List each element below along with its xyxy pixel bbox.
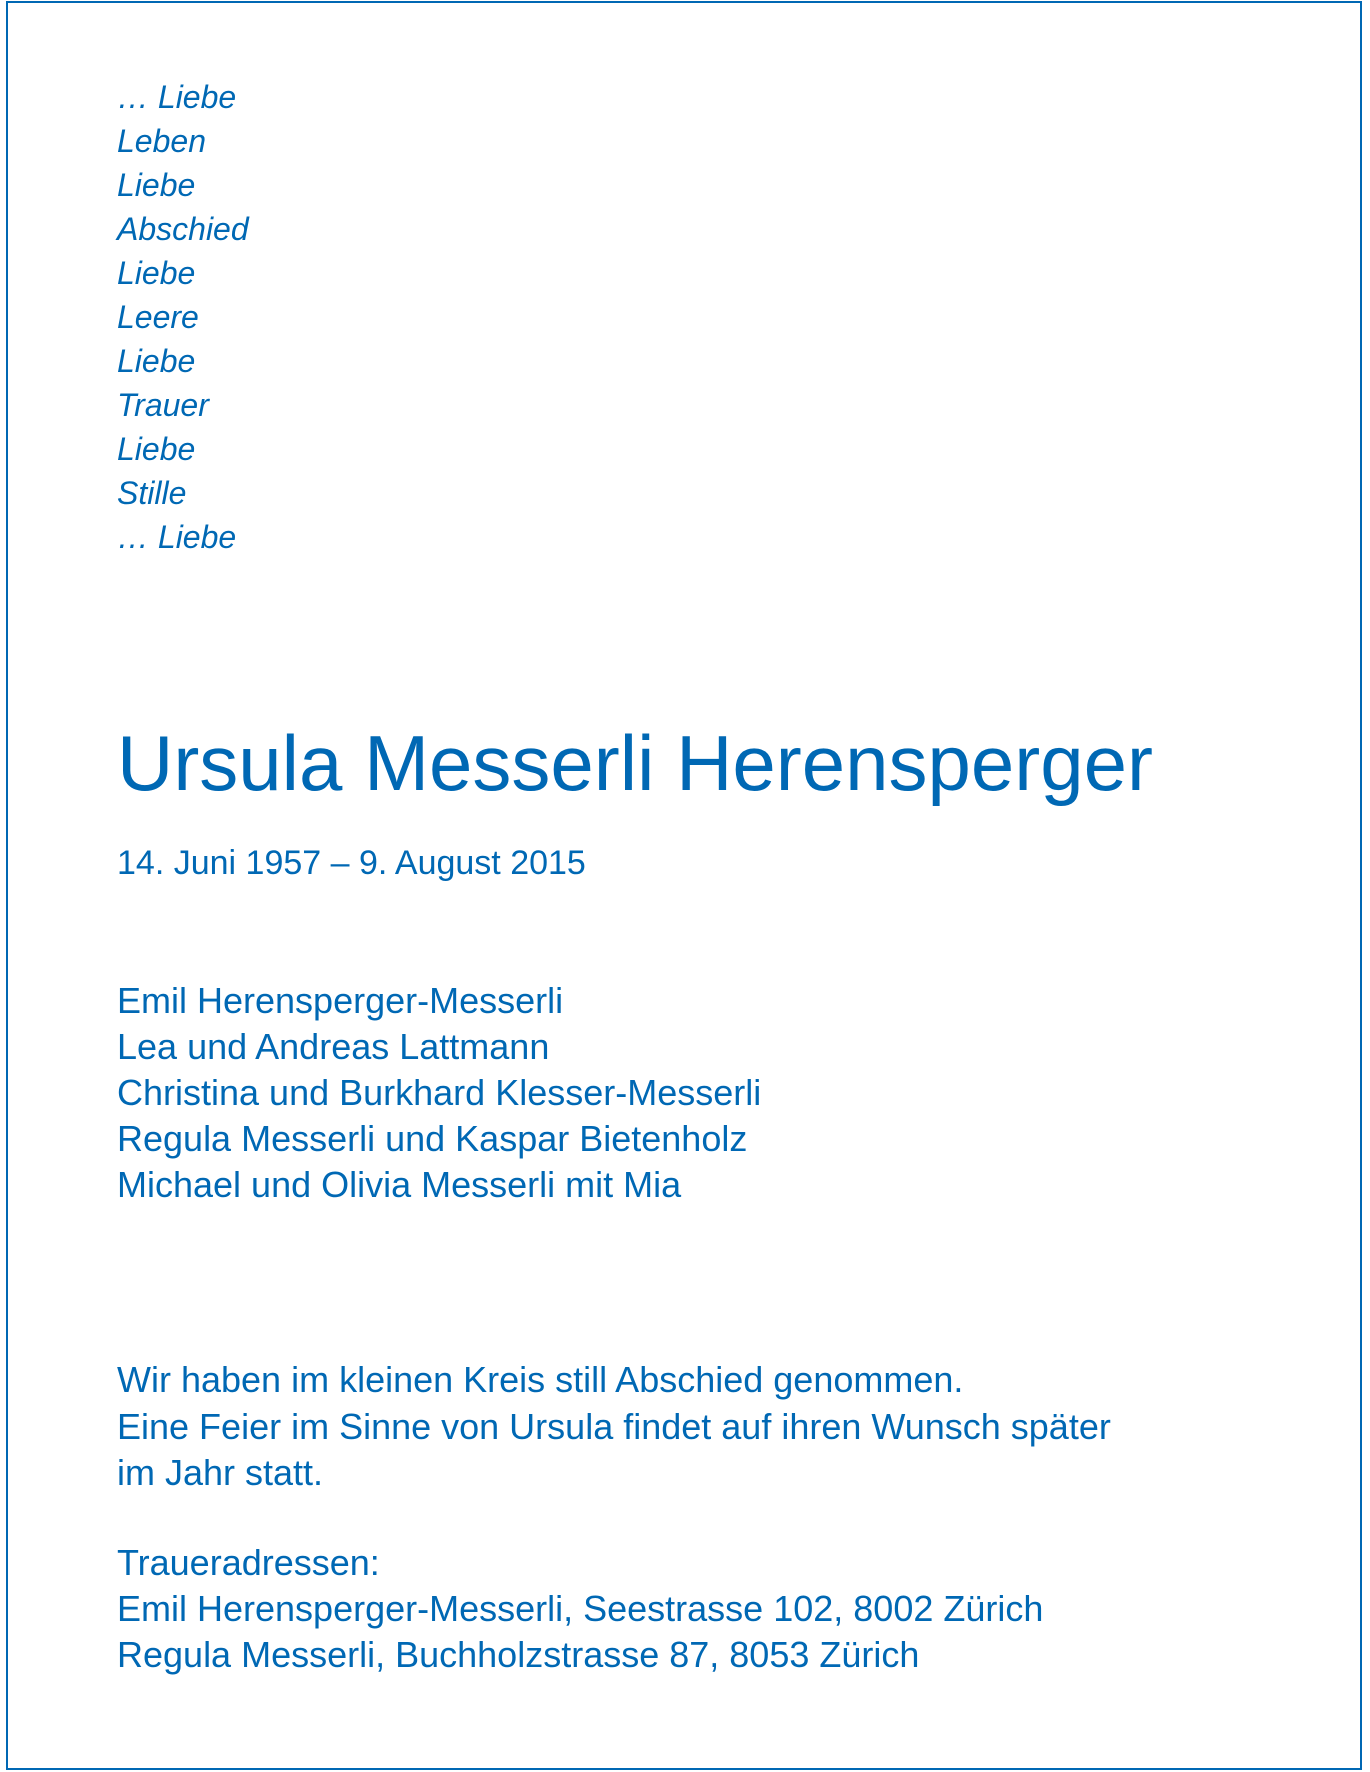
closing-line: Wir haben im kleinen Kreis still Abschied genommen. [117,1359,964,1400]
mourner: Regula Messerli und Kaspar Bietenholz [117,1118,748,1159]
mourning-addresses [117,1540,1043,1678]
address-line: Emil Herensperger-Messerli, Seestrasse 102, 8002 Zürich [117,1588,1044,1629]
mourners-list [117,978,761,1208]
poem-line: Leere [117,299,199,335]
poem-line: Trauer [117,387,209,423]
life-dates: 14. Juni 1957 – 9. August 2015 [117,844,586,882]
mourner: Emil Herensperger-Messerli [117,980,564,1021]
closing-line: im Jahr statt. [117,1452,324,1493]
poem-line: Abschied [117,211,249,247]
mourner: Lea und Andreas Lattmann [117,1026,550,1067]
poem-line: … Liebe [117,519,237,555]
poem-line: Liebe [117,167,196,203]
closing-line: Eine Feier im Sinne von Ursula findet auf ihren Wunsch später [117,1405,1111,1447]
mourner: Michael und Olivia Messerli mit Mia [117,1164,682,1205]
poem-line: Leben [117,123,206,159]
address-line: Regula Messerli, Buchholzstrasse 87, 8053 Zürich [117,1634,920,1675]
poem-line: … Liebe [117,79,237,115]
poem-line: Liebe [117,431,196,467]
poem [117,75,249,559]
mourner: Christina und Burkhard Klesser-Messerli [117,1072,762,1113]
poem-line: Liebe [117,255,196,291]
closing-text [117,1357,1111,1497]
addresses-heading: Traueradressen: [117,1542,380,1583]
deceased-name: Ursula Messerli Herensperger [117,719,1154,807]
poem-line: Stille [117,475,187,511]
poem-line: Liebe [117,343,196,379]
